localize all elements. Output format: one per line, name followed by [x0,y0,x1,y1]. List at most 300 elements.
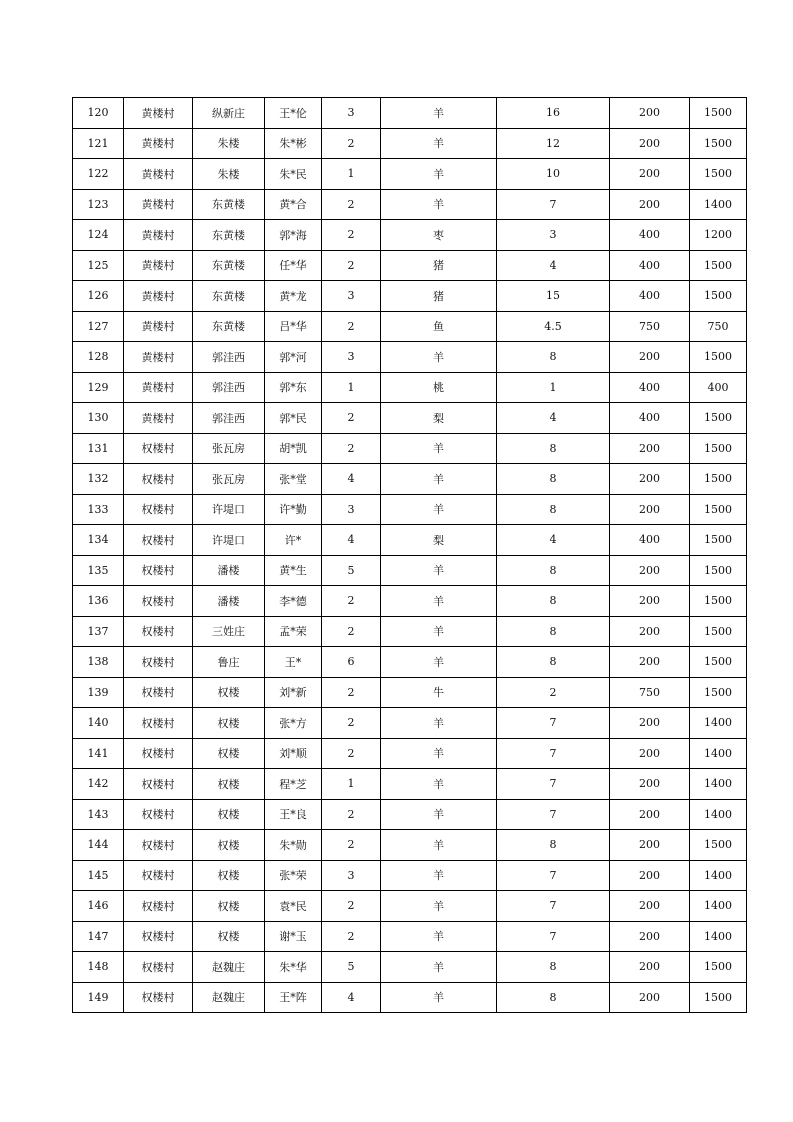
name-cell: 朱*彬 [265,128,322,159]
table-row [73,494,747,525]
item-cell: 枣 [381,220,497,251]
amount-cell: 1500 [690,586,747,617]
unit-price-cell: 200 [610,860,690,891]
household-count-cell: 1 [322,372,381,403]
table-row [73,250,747,281]
name-cell: 孟*荣 [265,616,322,647]
item-cell: 羊 [381,799,497,830]
household-count-cell: 4 [322,982,381,1013]
name-cell: 任*华 [265,250,322,281]
item-cell: 羊 [381,860,497,891]
household-count-cell: 2 [322,708,381,739]
name-cell: 袁*民 [265,891,322,922]
amount-cell: 1400 [690,189,747,220]
quantity-cell: 8 [497,616,610,647]
quantity-cell: 4 [497,525,610,556]
table-row [73,982,747,1013]
table-row [73,220,747,251]
unit-price-cell: 400 [610,250,690,281]
item-cell: 羊 [381,769,497,800]
table-row [73,647,747,678]
village-cell: 权楼村 [124,982,193,1013]
row-number-cell: 134 [73,525,124,556]
amount-cell: 750 [690,311,747,342]
village-cell: 权楼村 [124,708,193,739]
village-cell: 黄楼村 [124,189,193,220]
household-count-cell: 2 [322,189,381,220]
hamlet-cell: 权楼 [193,891,265,922]
unit-price-cell: 200 [610,433,690,464]
household-count-cell: 2 [322,830,381,861]
table-row [73,555,747,586]
quantity-cell: 8 [497,494,610,525]
hamlet-cell: 权楼 [193,921,265,952]
amount-cell: 1500 [690,342,747,373]
household-count-cell: 2 [322,616,381,647]
amount-cell: 1500 [690,525,747,556]
row-number-cell: 124 [73,220,124,251]
household-count-cell: 5 [322,952,381,983]
unit-price-cell: 400 [610,372,690,403]
name-cell: 程*芝 [265,769,322,800]
unit-price-cell: 200 [610,982,690,1013]
hamlet-cell: 潘楼 [193,586,265,617]
row-number-cell: 147 [73,921,124,952]
amount-cell: 1500 [690,98,747,129]
unit-price-cell: 200 [610,799,690,830]
hamlet-cell: 东黄楼 [193,311,265,342]
quantity-cell: 4 [497,403,610,434]
hamlet-cell: 纵新庄 [193,98,265,129]
item-cell: 桃 [381,372,497,403]
table-row [73,708,747,739]
table-body [73,98,747,1013]
village-cell: 权楼村 [124,494,193,525]
table-row [73,342,747,373]
amount-cell: 1500 [690,952,747,983]
name-cell: 朱*勋 [265,830,322,861]
household-count-cell: 3 [322,860,381,891]
unit-price-cell: 200 [610,586,690,617]
name-cell: 吕*华 [265,311,322,342]
household-count-cell: 4 [322,525,381,556]
item-cell: 羊 [381,555,497,586]
name-cell: 王* [265,647,322,678]
amount-cell: 1500 [690,403,747,434]
table-row [73,464,747,495]
household-count-cell: 2 [322,311,381,342]
hamlet-cell: 郭洼西 [193,372,265,403]
name-cell: 郭*东 [265,372,322,403]
row-number-cell: 144 [73,830,124,861]
amount-cell: 1500 [690,433,747,464]
amount-cell: 1500 [690,128,747,159]
amount-cell: 1400 [690,921,747,952]
row-number-cell: 136 [73,586,124,617]
household-count-cell: 1 [322,769,381,800]
quantity-cell: 8 [497,952,610,983]
row-number-cell: 120 [73,98,124,129]
village-cell: 黄楼村 [124,128,193,159]
unit-price-cell: 750 [610,677,690,708]
household-count-cell: 2 [322,403,381,434]
quantity-cell: 8 [497,586,610,617]
item-cell: 梨 [381,403,497,434]
item-cell: 羊 [381,586,497,617]
village-cell: 黄楼村 [124,372,193,403]
village-cell: 权楼村 [124,891,193,922]
village-cell: 黄楼村 [124,98,193,129]
hamlet-cell: 郭洼西 [193,342,265,373]
village-cell: 黄楼村 [124,342,193,373]
row-number-cell: 125 [73,250,124,281]
household-count-cell: 3 [322,98,381,129]
name-cell: 刘*新 [265,677,322,708]
quantity-cell: 8 [497,647,610,678]
unit-price-cell: 200 [610,464,690,495]
quantity-cell: 4 [497,250,610,281]
name-cell: 谢*玉 [265,921,322,952]
row-number-cell: 121 [73,128,124,159]
hamlet-cell: 东黄楼 [193,250,265,281]
household-count-cell: 2 [322,220,381,251]
amount-cell: 1500 [690,494,747,525]
unit-price-cell: 200 [610,769,690,800]
household-count-cell: 3 [322,494,381,525]
item-cell: 羊 [381,921,497,952]
item-cell: 羊 [381,891,497,922]
table-row [73,830,747,861]
unit-price-cell: 200 [610,128,690,159]
household-count-cell: 3 [322,342,381,373]
unit-price-cell: 400 [610,281,690,312]
table-row [73,586,747,617]
amount-cell: 1500 [690,281,747,312]
quantity-cell: 8 [497,433,610,464]
item-cell: 羊 [381,616,497,647]
quantity-cell: 10 [497,159,610,190]
unit-price-cell: 200 [610,738,690,769]
hamlet-cell: 郭洼西 [193,403,265,434]
hamlet-cell: 张瓦房 [193,464,265,495]
item-cell: 牛 [381,677,497,708]
hamlet-cell: 张瓦房 [193,433,265,464]
village-cell: 黄楼村 [124,403,193,434]
hamlet-cell: 三姓庄 [193,616,265,647]
row-number-cell: 139 [73,677,124,708]
table-row [73,952,747,983]
row-number-cell: 123 [73,189,124,220]
household-count-cell: 2 [322,738,381,769]
row-number-cell: 122 [73,159,124,190]
row-number-cell: 141 [73,738,124,769]
amount-cell: 1200 [690,220,747,251]
row-number-cell: 133 [73,494,124,525]
household-count-cell: 3 [322,281,381,312]
village-cell: 权楼村 [124,586,193,617]
item-cell: 羊 [381,952,497,983]
unit-price-cell: 400 [610,403,690,434]
village-cell: 权楼村 [124,830,193,861]
table-row [73,921,747,952]
amount-cell: 1500 [690,250,747,281]
name-cell: 朱*华 [265,952,322,983]
hamlet-cell: 东黄楼 [193,220,265,251]
quantity-cell: 4.5 [497,311,610,342]
table-row [73,525,747,556]
item-cell: 羊 [381,830,497,861]
hamlet-cell: 权楼 [193,799,265,830]
row-number-cell: 143 [73,799,124,830]
household-count-cell: 2 [322,433,381,464]
unit-price-cell: 200 [610,189,690,220]
name-cell: 张*方 [265,708,322,739]
quantity-cell: 8 [497,982,610,1013]
item-cell: 猪 [381,250,497,281]
household-count-cell: 2 [322,586,381,617]
name-cell: 刘*顺 [265,738,322,769]
village-cell: 权楼村 [124,769,193,800]
amount-cell: 1500 [690,647,747,678]
amount-cell: 1400 [690,799,747,830]
hamlet-cell: 权楼 [193,677,265,708]
village-cell: 黄楼村 [124,311,193,342]
unit-price-cell: 200 [610,98,690,129]
amount-cell: 1400 [690,738,747,769]
table-row [73,769,747,800]
table-row [73,860,747,891]
item-cell: 羊 [381,189,497,220]
hamlet-cell: 朱楼 [193,159,265,190]
quantity-cell: 8 [497,830,610,861]
village-cell: 权楼村 [124,799,193,830]
row-number-cell: 149 [73,982,124,1013]
hamlet-cell: 权楼 [193,860,265,891]
village-cell: 权楼村 [124,433,193,464]
household-count-cell: 6 [322,647,381,678]
hamlet-cell: 潘楼 [193,555,265,586]
hamlet-cell: 权楼 [193,738,265,769]
name-cell: 王*伦 [265,98,322,129]
village-cell: 权楼村 [124,860,193,891]
quantity-cell: 8 [497,342,610,373]
row-number-cell: 129 [73,372,124,403]
amount-cell: 1500 [690,159,747,190]
amount-cell: 1400 [690,891,747,922]
table-row [73,799,747,830]
unit-price-cell: 200 [610,494,690,525]
table-row [73,128,747,159]
hamlet-cell: 东黄楼 [193,189,265,220]
row-number-cell: 145 [73,860,124,891]
row-number-cell: 135 [73,555,124,586]
amount-cell: 1500 [690,616,747,647]
quantity-cell: 2 [497,677,610,708]
unit-price-cell: 200 [610,647,690,678]
village-cell: 权楼村 [124,738,193,769]
name-cell: 黄*合 [265,189,322,220]
unit-price-cell: 200 [610,159,690,190]
village-cell: 权楼村 [124,647,193,678]
quantity-cell: 7 [497,860,610,891]
quantity-cell: 3 [497,220,610,251]
name-cell: 黄*龙 [265,281,322,312]
table-row [73,738,747,769]
table-row [73,616,747,647]
hamlet-cell: 权楼 [193,769,265,800]
village-cell: 权楼村 [124,952,193,983]
hamlet-cell: 权楼 [193,708,265,739]
row-number-cell: 132 [73,464,124,495]
name-cell: 朱*民 [265,159,322,190]
item-cell: 猪 [381,281,497,312]
item-cell: 羊 [381,708,497,739]
name-cell: 郭*海 [265,220,322,251]
amount-cell: 1500 [690,982,747,1013]
name-cell: 黄*生 [265,555,322,586]
village-cell: 权楼村 [124,555,193,586]
quantity-cell: 7 [497,189,610,220]
item-cell: 羊 [381,159,497,190]
hamlet-cell: 鲁庄 [193,647,265,678]
amount-cell: 1400 [690,769,747,800]
unit-price-cell: 750 [610,311,690,342]
name-cell: 王*良 [265,799,322,830]
village-cell: 权楼村 [124,464,193,495]
unit-price-cell: 200 [610,891,690,922]
row-number-cell: 130 [73,403,124,434]
item-cell: 羊 [381,982,497,1013]
hamlet-cell: 许堤口 [193,494,265,525]
hamlet-cell: 赵魏庄 [193,952,265,983]
table-row [73,677,747,708]
name-cell: 张*堂 [265,464,322,495]
unit-price-cell: 200 [610,921,690,952]
quantity-cell: 8 [497,464,610,495]
amount-cell: 1500 [690,830,747,861]
household-count-cell: 2 [322,799,381,830]
hamlet-cell: 许堤口 [193,525,265,556]
amount-cell: 1500 [690,677,747,708]
quantity-cell: 7 [497,921,610,952]
item-cell: 梨 [381,525,497,556]
item-cell: 羊 [381,128,497,159]
item-cell: 羊 [381,433,497,464]
item-cell: 羊 [381,342,497,373]
hamlet-cell: 赵魏庄 [193,982,265,1013]
quantity-cell: 15 [497,281,610,312]
name-cell: 许* [265,525,322,556]
village-cell: 权楼村 [124,921,193,952]
name-cell: 张*荣 [265,860,322,891]
unit-price-cell: 200 [610,555,690,586]
quantity-cell: 7 [497,769,610,800]
name-cell: 郭*民 [265,403,322,434]
quantity-cell: 8 [497,555,610,586]
unit-price-cell: 200 [610,830,690,861]
quantity-cell: 7 [497,891,610,922]
quantity-cell: 1 [497,372,610,403]
hamlet-cell: 权楼 [193,830,265,861]
row-number-cell: 137 [73,616,124,647]
name-cell: 许*勤 [265,494,322,525]
unit-price-cell: 200 [610,342,690,373]
table-row [73,98,747,129]
row-number-cell: 127 [73,311,124,342]
name-cell: 郭*河 [265,342,322,373]
quantity-cell: 7 [497,799,610,830]
item-cell: 羊 [381,98,497,129]
hamlet-cell: 东黄楼 [193,281,265,312]
village-cell: 权楼村 [124,525,193,556]
unit-price-cell: 200 [610,952,690,983]
item-cell: 羊 [381,464,497,495]
village-cell: 黄楼村 [124,250,193,281]
table-row [73,281,747,312]
quantity-cell: 12 [497,128,610,159]
name-cell: 胡*凯 [265,433,322,464]
amount-cell: 400 [690,372,747,403]
item-cell: 羊 [381,494,497,525]
table-row [73,189,747,220]
item-cell: 羊 [381,647,497,678]
household-count-cell: 2 [322,921,381,952]
village-cell: 黄楼村 [124,159,193,190]
unit-price-cell: 200 [610,616,690,647]
row-number-cell: 146 [73,891,124,922]
row-number-cell: 138 [73,647,124,678]
table-row [73,891,747,922]
unit-price-cell: 400 [610,220,690,251]
unit-price-cell: 400 [610,525,690,556]
household-count-cell: 5 [322,555,381,586]
row-number-cell: 148 [73,952,124,983]
subsidy-table [72,97,747,1013]
quantity-cell: 7 [497,738,610,769]
table-row [73,159,747,190]
village-cell: 黄楼村 [124,281,193,312]
household-count-cell: 2 [322,677,381,708]
village-cell: 黄楼村 [124,220,193,251]
amount-cell: 1500 [690,555,747,586]
row-number-cell: 140 [73,708,124,739]
table-row [73,403,747,434]
amount-cell: 1400 [690,860,747,891]
unit-price-cell: 200 [610,708,690,739]
row-number-cell: 142 [73,769,124,800]
amount-cell: 1400 [690,708,747,739]
row-number-cell: 126 [73,281,124,312]
hamlet-cell: 朱楼 [193,128,265,159]
table-row [73,372,747,403]
table-row [73,433,747,464]
amount-cell: 1500 [690,464,747,495]
household-count-cell: 1 [322,159,381,190]
quantity-cell: 7 [497,708,610,739]
household-count-cell: 4 [322,464,381,495]
village-cell: 权楼村 [124,616,193,647]
name-cell: 王*阵 [265,982,322,1013]
row-number-cell: 131 [73,433,124,464]
name-cell: 李*德 [265,586,322,617]
item-cell: 鱼 [381,311,497,342]
household-count-cell: 2 [322,128,381,159]
quantity-cell: 16 [497,98,610,129]
item-cell: 羊 [381,738,497,769]
household-count-cell: 2 [322,250,381,281]
row-number-cell: 128 [73,342,124,373]
household-count-cell: 2 [322,891,381,922]
